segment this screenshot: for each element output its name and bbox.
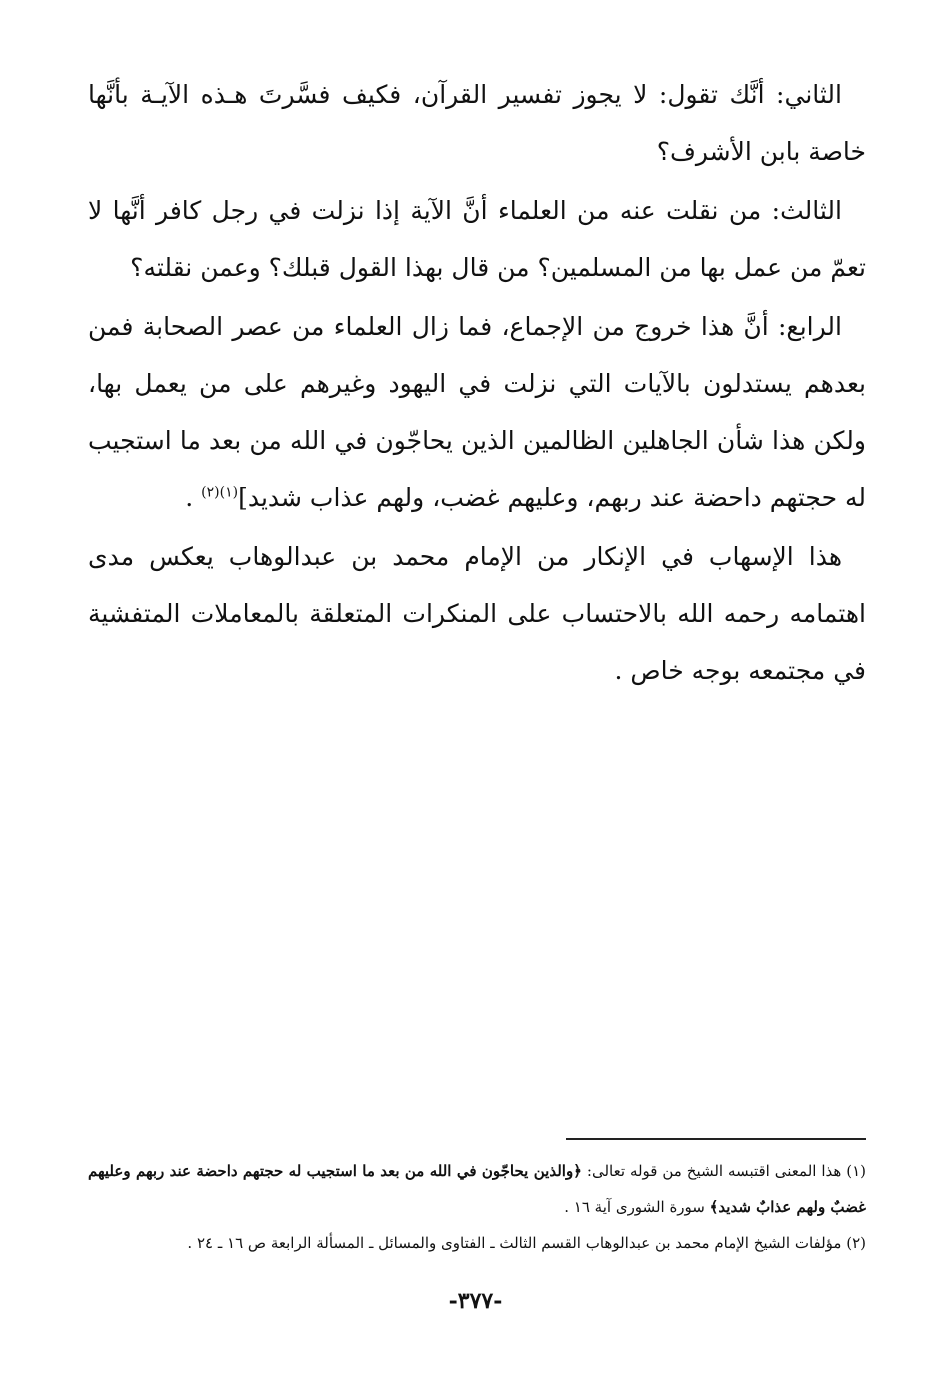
footnote-reference: (١)(٢) xyxy=(201,484,239,501)
paragraph-fourth-text: الرابع: أنَّ هذا خروج من الإجماع، فما زال العلماء من عصر الصحابة فمن بعدهم يستدلون بالآيات التي نزلت في اليهود وغيرهم على من يعمل بها، ولكن هذا شأن الجاهلين الظالمين الذين يحاجّون في الله من بعد ما استجيب له حجتهم داحضة عند ربهم، وعليهم غضب، ولهم عذاب شديد] xyxy=(88,312,866,512)
paragraph-fourth-end: . xyxy=(185,483,202,512)
paragraph-fourth-objection xyxy=(88,298,866,526)
footnote-1 xyxy=(88,1153,866,1225)
footnote-2: (٢) مؤلفات الشيخ الإمام محمد بن عبدالوهاب القسم الثالث ـ الفتاوى والمسائل ـ المسألة الرابعة ص ١٦ ـ ٢٤ . xyxy=(187,1234,866,1252)
paragraph-third-objection: الثالث: من نقلت عنه من العلماء أنَّ الآية إذا نزلت في رجل كافر أنَّها لا تعمّ من عمل بها من المسلمين؟ من قال بهذا القول قبلك؟ وعمن نقلته؟ xyxy=(88,196,866,282)
page-number: -٣٧٧- xyxy=(448,1288,503,1314)
footnote-1-prefix: (١) هذا المعنى اقتبسه الشيخ من قوله تعالى: xyxy=(581,1162,867,1180)
footnote-1-suffix: سورة الشورى آية ١٦ . xyxy=(564,1198,710,1216)
main-text xyxy=(88,66,866,699)
paragraph-second-objection: الثاني: أنَّك تقول: لا يجوز تفسير القرآن، فكيف فسَّرتَ هـذه الآيـة بأنَّها خاصة بابن الأشرف؟ xyxy=(88,80,866,166)
footnote-1-quran-quote: ﴿والذين يحاجّون في الله من بعد ما استجيب له حجتهم داحضة عند ربهم وعليهم غضبٌ ولهم عذابٌ شديد﴾ xyxy=(88,1162,866,1216)
footnotes xyxy=(88,1153,866,1261)
paragraph-summary: هذا الإسهاب في الإنكار من الإمام محمد بن عبدالوهاب يعكس مدى اهتمامه رحمه الله بالاحتساب على المنكرات المتعلقة بالمعاملات المتفشية في مجتمعه بوجه خاص . xyxy=(88,542,866,685)
footnote-divider xyxy=(566,1138,866,1140)
